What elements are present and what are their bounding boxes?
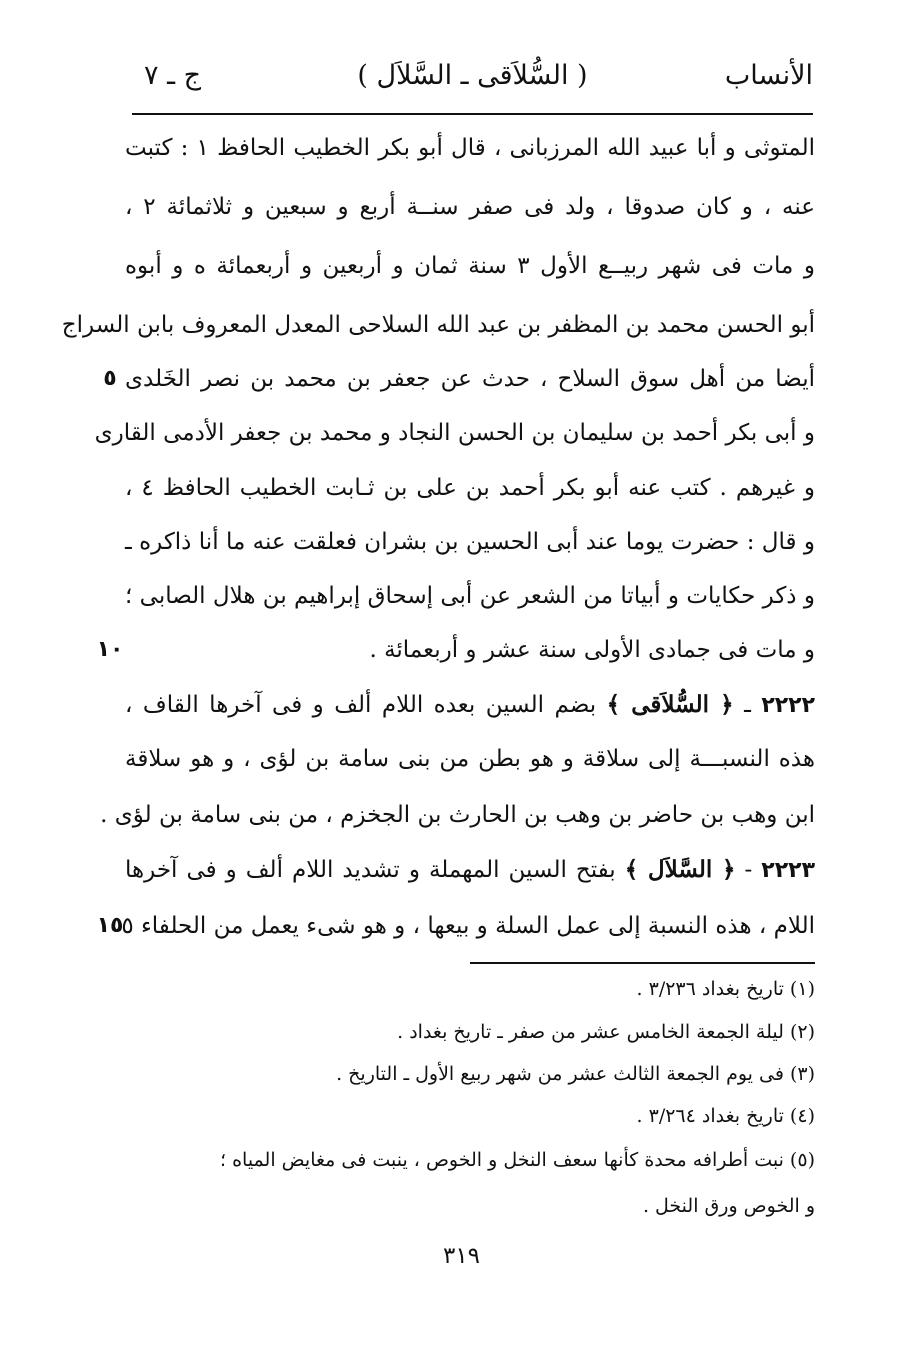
footnote: (٥) نبت أطرافه محدة كأنها سعف النخل و الخوص ، ينبت فى مغايض المياه ؛ xyxy=(220,1149,815,1171)
footnote: (٤) تاريخ بغداد ٣/٢٦٤ . xyxy=(636,1105,815,1127)
entry-definition: بضم السين بعده اللام ألف و فى آخرها القاف ، xyxy=(125,692,597,718)
line-number-15: ١٥ xyxy=(96,913,124,938)
body-line: ابن وهب بن حاضر بن وهب بن الحارث بن الجخزم ، من بنى سامة بن لؤى . xyxy=(100,802,815,828)
body-line: و مات فى جمادى الأولى سنة عشر و أربعمائة . xyxy=(369,637,815,663)
line-number-10: ١٠ xyxy=(96,637,124,662)
body-line: المتوثى و أبا عبيد الله المرزبانى ، قال أبو بكر الخطيب الحافظ ١ : كتبت xyxy=(125,135,815,161)
header-entry-range: ( السُّلاَقى ـ السَّلاَل ) xyxy=(357,60,588,91)
running-header xyxy=(132,56,813,100)
body-line: و غيرهم . كتب عنه أبو بكر أحمد بن على بن ثـابت الخطيب الحافظ ٤ ، xyxy=(125,475,815,501)
entry-name: ﴿ السَّلاَل ﴾ xyxy=(624,856,736,883)
body-line: أيضا من أهل سوق السلاح ، حدث عن جعفر بن محمد بن نصر الخَلدى xyxy=(125,366,815,392)
entry-name: ﴿ السُّلاَقى ﴾ xyxy=(606,691,734,718)
entry-dash: - xyxy=(744,857,753,883)
page-number: ٣١٩ xyxy=(442,1243,481,1269)
body-line: اللام ، هذه النسبة إلى عمل السلة و بيعها ، و هو شىء يعمل من الحلفاء ٥ xyxy=(121,913,815,939)
footnote: (٢) ليلة الجمعة الخامس عشر من صفر ـ تاريخ بغداد . xyxy=(397,1021,815,1043)
entry-dash: ـ xyxy=(744,692,751,718)
entry-number: ٢٢٢٣ xyxy=(761,858,815,883)
header-rule xyxy=(132,113,813,115)
body-line: و قال : حضرت يوما عند أبى الحسين بن بشران فعلقت عنه ما أنا ذاكره ـ xyxy=(125,529,815,555)
header-book-title: الأنساب xyxy=(724,60,813,91)
footnote: (٣) فى يوم الجمعة الثالث عشر من شهر ربيع الأول ـ التاريخ . xyxy=(336,1063,815,1085)
footnote-rule xyxy=(470,962,815,964)
body-line: و أبى بكر أحمد بن سليمان بن الحسن النجاد و محمد بن جعفر الأدمى القارى xyxy=(94,420,815,446)
line-number-5: ٥ xyxy=(103,366,117,391)
header-volume: ج ـ ٧ xyxy=(144,60,202,91)
entry-2223-heading xyxy=(125,850,815,891)
body-line: و مات فى شهر ربيــع الأول ٣ سنة ثمان و أربعين و أربعمائة ه و أبوه xyxy=(125,253,815,279)
body-line: أبو الحسن محمد بن المظفر بن عبد الله السلاحى المعدل المعروف بابن السراج xyxy=(61,312,815,338)
footnote: و الخوص ورق النخل . xyxy=(642,1195,815,1217)
entry-2222-heading xyxy=(125,685,815,726)
body-line: عنه ، و كان صدوقا ، ولد فى صفر سنــة أربع و سبعين و ثلاثمائة ٢ ، xyxy=(125,194,816,220)
body-line: هذه النسبـــة إلى سلاقة و هو بطن من بنى سامة بن لؤى ، و هو سلاقة xyxy=(125,746,815,772)
entry-number: ٢٢٢٢ xyxy=(761,693,816,718)
footnote: (١) تاريخ بغداد ٣/٢٣٦ . xyxy=(636,978,815,1000)
entry-definition: بفتح السين المهملة و تشديد اللام ألف و فى آخرها xyxy=(125,857,616,883)
body-line: و ذكر حكايات و أبياتا من الشعر عن أبى إسحاق إبراهيم بن هلال الصابى ؛ xyxy=(125,583,815,609)
